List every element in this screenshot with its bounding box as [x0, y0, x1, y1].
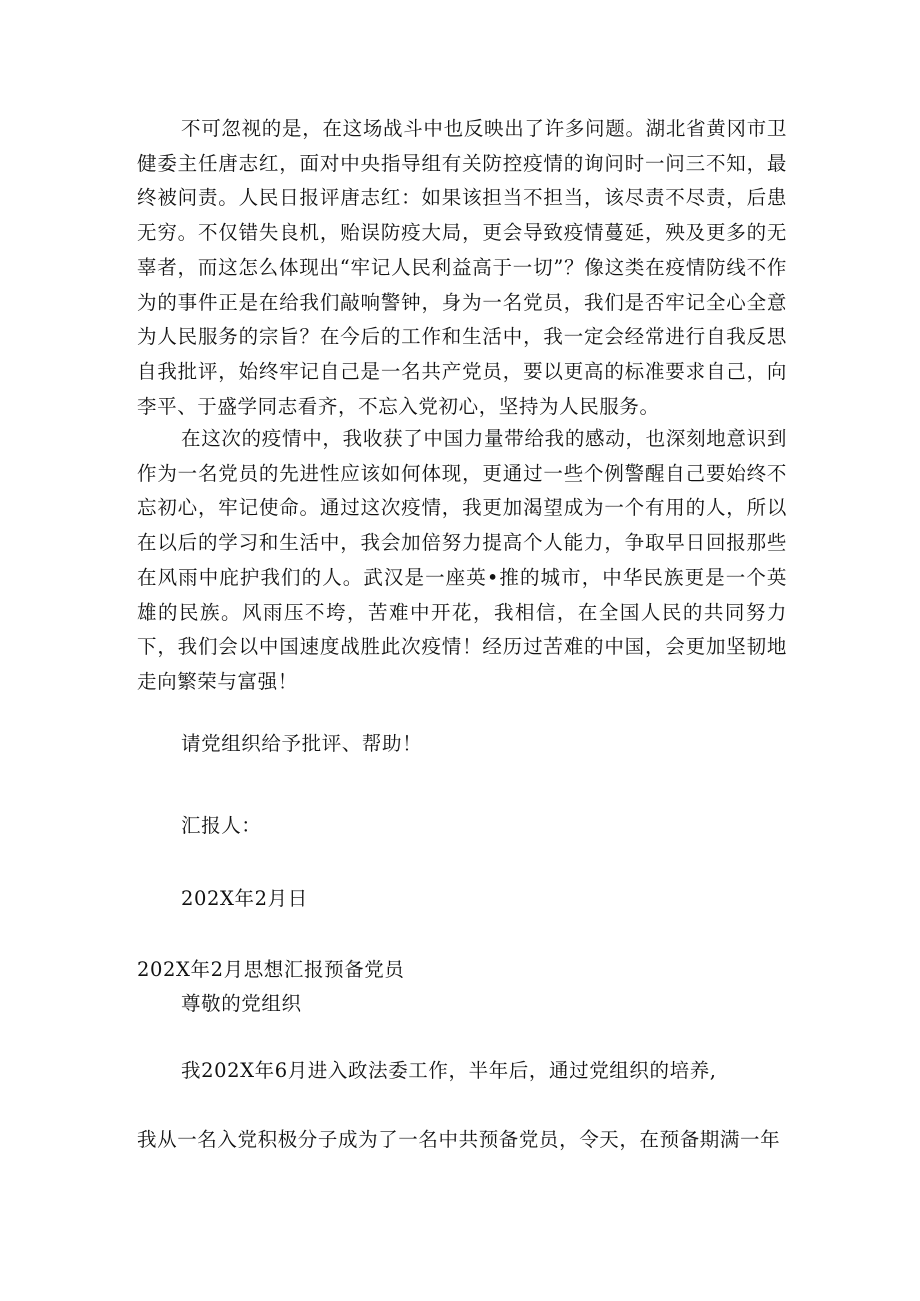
body-line-2: 我从一名入党积极分子成为了一名中共预备党员，令天，在预备期满一年 — [137, 1128, 781, 1151]
paragraph-block-2 — [137, 422, 787, 700]
report-date: 202X年2月日 — [181, 887, 308, 910]
paragraph-block-1 — [137, 112, 787, 424]
paragraph-1: 不可忽视的是，在这场战斗中也反映出了许多问题。湖北省黄冈市卫健委主任唐志红，面对中央指导组有关防控疫情的询问时一问三不知，最终被问责。人民日报评唐志红：如果该担当不担当，该尽责不尽责，后患无穷。不仅错失良机，贻误防疫大局，更会导致疫情蔓延，殃及更多的无辜者，而这怎么体现出“牢记人民利益高于一切”？像这类在疫情防线不作为的事件正是在给我们敲响警钟，身为一名党员，我们是否牢记全心全意为人民服务的宗旨？在今后的工作和生活中，我一定会经常进行自我反思自我批评，始终牢记自己是一名共产党员，要以更高的标准要求自己，向李平、于盛学同志看齐，不忘入党初心，坚持为人民服务。 — [137, 117, 787, 418]
next-report-title: 202X年2月思想汇报预备党员 — [137, 958, 405, 981]
body-line-1: 我202X年6月进入政法委工作，半年后，通过党组织的培养, — [181, 1059, 717, 1082]
paragraph-2: 在这次的疫情中，我收获了中国力量带给我的感动，也深刻地意识到作为一名党员的先进性应该如何体现，更通过一些个例警醒自己要始终不忘初心，牢记使命。通过这次疫情，我更加渴望成为一个有用的人，所以在以后的学习和生活中，我会加倍努力提高个人能力，争取早日回报那些在风雨中庇护我们的人。武汉是一座英•推的城市，中华民族更是一个英雄的民族。风雨压不垮，苦难中开花，我相信，在全国人民的共同努力下，我们会以中国速度战胜此次疫情！经历过苦难的中国，会更加坚韧地走向繁荣与富强！ — [137, 427, 787, 693]
closing-request: 请党组织给予批评、帮助！ — [181, 732, 423, 755]
salutation: 尊敬的党组织 — [181, 992, 302, 1015]
reporter-label: 汇报人： — [181, 814, 262, 837]
